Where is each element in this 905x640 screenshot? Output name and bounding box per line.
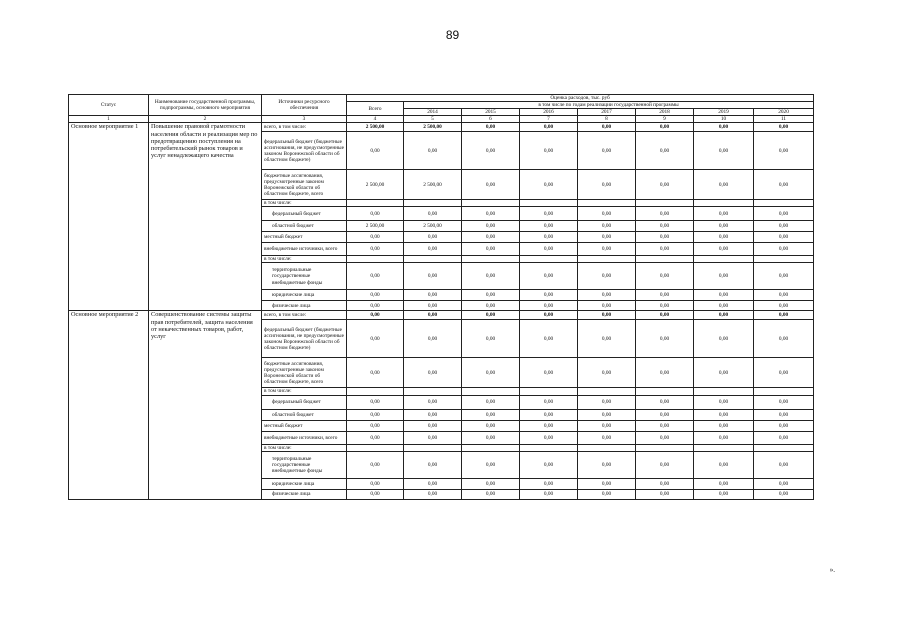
header-estimate: Оценка расходов, тыс. руб xyxy=(347,95,814,102)
amount-cell: 0,00 xyxy=(694,221,754,232)
amount-cell: 0,00 xyxy=(754,478,814,489)
amount-cell: 0,00 xyxy=(520,420,578,431)
amount-cell xyxy=(404,444,462,451)
amount-cell: 0,00 xyxy=(754,489,814,499)
amount-cell xyxy=(754,200,814,207)
funding-source-cell: в том числе: xyxy=(262,388,347,395)
amount-cell: 0,00 xyxy=(754,290,814,301)
budget-table xyxy=(68,94,814,500)
amount-cell: 0,00 xyxy=(578,232,636,243)
amount-cell: 0,00 xyxy=(754,170,814,200)
amount-cell: 0,00 xyxy=(578,132,636,170)
amount-cell xyxy=(754,256,814,263)
amount-cell: 0,00 xyxy=(694,123,754,132)
amount-cell: 0,00 xyxy=(520,395,578,409)
amount-cell: 0,00 xyxy=(694,409,754,420)
amount-cell: 0,00 xyxy=(347,478,404,489)
amount-cell: 0,00 xyxy=(462,170,520,200)
funding-source-cell: юридические лица xyxy=(262,478,347,489)
amount-cell: 0,00 xyxy=(578,170,636,200)
header-total: Всего xyxy=(347,102,404,116)
amount-cell: 0,00 xyxy=(694,451,754,478)
amount-cell: 0,00 xyxy=(520,132,578,170)
header-colnum-row xyxy=(69,116,814,123)
amount-cell: 0,00 xyxy=(578,221,636,232)
funding-source-cell: территориальные государственные внебюджетные фонды xyxy=(262,451,347,478)
amount-cell xyxy=(462,200,520,207)
amount-cell: 0,00 xyxy=(462,232,520,243)
amount-cell: 2 500,00 xyxy=(347,221,404,232)
amount-cell: 0,00 xyxy=(694,478,754,489)
amount-cell: 2 500,00 xyxy=(347,170,404,200)
amount-cell xyxy=(462,444,520,451)
amount-cell: 0,00 xyxy=(462,478,520,489)
amount-cell: 0,00 xyxy=(694,170,754,200)
amount-cell: 0,00 xyxy=(404,431,462,444)
amount-cell: 0,00 xyxy=(694,489,754,499)
amount-cell: 0,00 xyxy=(520,451,578,478)
funding-source-cell: в том числе: xyxy=(262,444,347,451)
funding-source-cell: бюджетные ассигнования, предусмотренные законом Воронежской области об областном бюджете, всего xyxy=(262,358,347,388)
amount-cell: 0,00 xyxy=(636,358,694,388)
amount-cell: 0,00 xyxy=(347,243,404,256)
amount-cell: 0,00 xyxy=(694,395,754,409)
amount-cell: 0,00 xyxy=(578,301,636,311)
amount-cell: 0,00 xyxy=(404,263,462,290)
amount-cell: 0,00 xyxy=(462,263,520,290)
amount-cell: 0,00 xyxy=(754,123,814,132)
amount-cell: 0,00 xyxy=(578,358,636,388)
amount-cell: 0,00 xyxy=(347,263,404,290)
header-column-number: 5 xyxy=(404,116,462,123)
amount-cell: 0,00 xyxy=(636,132,694,170)
activity-name-cell: Совершенствование системы защиты прав потребителей, защита населения от некачественных товаров, работ, услуг xyxy=(149,311,262,499)
amount-cell: 0,00 xyxy=(578,207,636,221)
table-row xyxy=(69,123,814,132)
amount-cell: 2 500,00 xyxy=(404,123,462,132)
amount-cell: 0,00 xyxy=(520,207,578,221)
amount-cell: 0,00 xyxy=(754,431,814,444)
amount-cell xyxy=(404,200,462,207)
amount-cell: 0,00 xyxy=(754,243,814,256)
amount-cell: 0,00 xyxy=(520,232,578,243)
amount-cell: 0,00 xyxy=(694,243,754,256)
funding-source-cell: областной бюджет xyxy=(262,221,347,232)
funding-source-cell: федеральный бюджет (бюджетные ассигнования, не предусмотренные законом Воронежской области об областном бюджете) xyxy=(262,132,347,170)
amount-cell: 0,00 xyxy=(462,207,520,221)
header-year: 2020 xyxy=(754,109,814,116)
header-year: 2019 xyxy=(694,109,754,116)
funding-source-cell: внебюджетные источники, всего xyxy=(262,431,347,444)
header-year: 2018 xyxy=(636,109,694,116)
amount-cell: 0,00 xyxy=(404,232,462,243)
funding-source-cell: внебюджетные источники, всего xyxy=(262,243,347,256)
header-year: 2014 xyxy=(404,109,462,116)
amount-cell: 0,00 xyxy=(347,420,404,431)
amount-cell: 0,00 xyxy=(520,243,578,256)
amount-cell: 0,00 xyxy=(404,451,462,478)
amount-cell: 0,00 xyxy=(520,290,578,301)
amount-cell: 0,00 xyxy=(462,489,520,499)
funding-source-cell: бюджетные ассигнования, предусмотренные законом Воронежской области об областном бюджете, всего xyxy=(262,170,347,200)
status-cell: Основное мероприятие 2 xyxy=(69,311,149,499)
amount-cell: 0,00 xyxy=(404,478,462,489)
amount-cell: 0,00 xyxy=(462,301,520,311)
amount-cell: 0,00 xyxy=(520,489,578,499)
amount-cell: 0,00 xyxy=(347,320,404,358)
amount-cell: 0,00 xyxy=(754,132,814,170)
amount-cell: 0,00 xyxy=(694,311,754,320)
amount-cell xyxy=(578,200,636,207)
amount-cell: 0,00 xyxy=(404,395,462,409)
header-column-number: 1 xyxy=(69,116,149,123)
amount-cell: 0,00 xyxy=(462,395,520,409)
amount-cell xyxy=(754,388,814,395)
amount-cell: 0,00 xyxy=(694,132,754,170)
amount-cell xyxy=(694,444,754,451)
funding-source-cell: всего, в том числе: xyxy=(262,123,347,132)
page-number: 89 xyxy=(445,28,460,42)
amount-cell: 0,00 xyxy=(636,431,694,444)
amount-cell: 0,00 xyxy=(520,311,578,320)
funding-source-cell: территориальные государственные внебюджетные фонды xyxy=(262,263,347,290)
amount-cell xyxy=(404,388,462,395)
amount-cell: 0,00 xyxy=(578,409,636,420)
amount-cell xyxy=(520,256,578,263)
funding-source-cell: в том числе: xyxy=(262,200,347,207)
amount-cell xyxy=(636,388,694,395)
amount-cell xyxy=(636,256,694,263)
amount-cell: 0,00 xyxy=(462,320,520,358)
table-body xyxy=(69,123,814,499)
amount-cell: 0,00 xyxy=(347,301,404,311)
amount-cell: 0,00 xyxy=(347,207,404,221)
amount-cell: 0,00 xyxy=(404,301,462,311)
amount-cell: 0,00 xyxy=(578,263,636,290)
amount-cell: 0,00 xyxy=(578,489,636,499)
amount-cell: 0,00 xyxy=(520,358,578,388)
funding-source-cell: всего, в том числе: xyxy=(262,311,347,320)
funding-source-cell: в том числе: xyxy=(262,256,347,263)
funding-source-cell: местный бюджет xyxy=(262,232,347,243)
header-column-number: 2 xyxy=(149,116,262,123)
amount-cell: 0,00 xyxy=(462,420,520,431)
amount-cell: 0,00 xyxy=(347,358,404,388)
amount-cell: 0,00 xyxy=(404,132,462,170)
amount-cell xyxy=(347,256,404,263)
amount-cell: 0,00 xyxy=(636,301,694,311)
header-year: 2016 xyxy=(520,109,578,116)
amount-cell xyxy=(636,200,694,207)
header-column-number: 10 xyxy=(694,116,754,123)
amount-cell: 0,00 xyxy=(462,290,520,301)
amount-cell: 0,00 xyxy=(636,207,694,221)
amount-cell xyxy=(462,256,520,263)
header-name: Наименование государственной программы, подпрограммы, основного мероприятия xyxy=(149,95,262,116)
amount-cell: 0,00 xyxy=(754,451,814,478)
amount-cell xyxy=(462,388,520,395)
header-year: 2015 xyxy=(462,109,520,116)
amount-cell: 0,00 xyxy=(347,395,404,409)
amount-cell: 0,00 xyxy=(636,489,694,499)
amount-cell: 0,00 xyxy=(694,431,754,444)
amount-cell: 2 500,00 xyxy=(404,170,462,200)
amount-cell: 0,00 xyxy=(754,358,814,388)
amount-cell xyxy=(520,200,578,207)
amount-cell: 0,00 xyxy=(347,451,404,478)
amount-cell: 0,00 xyxy=(462,431,520,444)
amount-cell: 0,00 xyxy=(636,409,694,420)
amount-cell xyxy=(578,388,636,395)
amount-cell: 0,00 xyxy=(754,207,814,221)
amount-cell: 2 500,00 xyxy=(404,221,462,232)
amount-cell: 0,00 xyxy=(404,243,462,256)
amount-cell: 0,00 xyxy=(754,409,814,420)
amount-cell: 0,00 xyxy=(404,358,462,388)
amount-cell: 0,00 xyxy=(520,409,578,420)
table-row xyxy=(69,311,814,320)
amount-cell: 0,00 xyxy=(404,409,462,420)
amount-cell: 0,00 xyxy=(636,290,694,301)
amount-cell: 0,00 xyxy=(694,263,754,290)
amount-cell: 0,00 xyxy=(578,290,636,301)
amount-cell: 0,00 xyxy=(636,243,694,256)
amount-cell xyxy=(347,388,404,395)
header-column-number: 7 xyxy=(520,116,578,123)
footnote: ». xyxy=(829,566,835,574)
amount-cell: 0,00 xyxy=(462,451,520,478)
amount-cell: 0,00 xyxy=(520,301,578,311)
amount-cell: 0,00 xyxy=(520,170,578,200)
amount-cell: 0,00 xyxy=(578,451,636,478)
amount-cell: 0,00 xyxy=(520,123,578,132)
amount-cell xyxy=(694,256,754,263)
header-column-number: 6 xyxy=(462,116,520,123)
amount-cell: 0,00 xyxy=(520,263,578,290)
amount-cell: 0,00 xyxy=(636,170,694,200)
amount-cell: 0,00 xyxy=(462,409,520,420)
header-including: в том числе по годам реализации государственной программы xyxy=(404,102,814,109)
amount-cell: 0,00 xyxy=(347,311,404,320)
amount-cell: 0,00 xyxy=(347,489,404,499)
amount-cell: 0,00 xyxy=(754,420,814,431)
amount-cell: 0,00 xyxy=(694,301,754,311)
amount-cell xyxy=(404,256,462,263)
amount-cell: 0,00 xyxy=(636,320,694,358)
header-status: Статус xyxy=(69,95,149,116)
header-column-number: 11 xyxy=(754,116,814,123)
amount-cell: 0,00 xyxy=(404,290,462,301)
amount-cell: 0,00 xyxy=(636,123,694,132)
funding-source-cell: физические лица xyxy=(262,489,347,499)
funding-source-cell: местный бюджет xyxy=(262,420,347,431)
amount-cell: 0,00 xyxy=(404,207,462,221)
amount-cell: 0,00 xyxy=(636,420,694,431)
amount-cell: 0,00 xyxy=(578,243,636,256)
amount-cell: 0,00 xyxy=(694,358,754,388)
amount-cell: 0,00 xyxy=(404,311,462,320)
amount-cell: 0,00 xyxy=(347,132,404,170)
amount-cell xyxy=(636,444,694,451)
amount-cell xyxy=(754,444,814,451)
amount-cell: 0,00 xyxy=(636,263,694,290)
activity-name-cell: Повышение правовой грамотности населения области и реализация мер по предотвращению поступления на потребительский рынок товаров и услуг ненадлежащего качества xyxy=(149,123,262,311)
status-cell: Основное мероприятие 1 xyxy=(69,123,149,311)
amount-cell: 0,00 xyxy=(404,489,462,499)
header-column-number: 3 xyxy=(262,116,347,123)
amount-cell: 0,00 xyxy=(520,320,578,358)
amount-cell: 0,00 xyxy=(636,451,694,478)
amount-cell: 0,00 xyxy=(754,301,814,311)
amount-cell: 0,00 xyxy=(578,395,636,409)
header-year: 2017 xyxy=(578,109,636,116)
header-source: Источники ресурсного обеспечения xyxy=(262,95,347,116)
funding-source-cell: федеральный бюджет (бюджетные ассигнования, не предусмотренные законом Воронежской области об областном бюджете) xyxy=(262,320,347,358)
funding-source-cell: федеральный бюджет xyxy=(262,207,347,221)
amount-cell: 0,00 xyxy=(347,409,404,420)
amount-cell: 0,00 xyxy=(754,395,814,409)
funding-source-cell: федеральный бюджет xyxy=(262,395,347,409)
amount-cell: 0,00 xyxy=(462,358,520,388)
amount-cell: 0,00 xyxy=(347,232,404,243)
amount-cell: 0,00 xyxy=(578,478,636,489)
amount-cell: 0,00 xyxy=(462,132,520,170)
amount-cell: 0,00 xyxy=(636,311,694,320)
amount-cell xyxy=(347,444,404,451)
amount-cell: 0,00 xyxy=(462,311,520,320)
amount-cell: 0,00 xyxy=(578,123,636,132)
amount-cell: 0,00 xyxy=(754,320,814,358)
header-column-number: 9 xyxy=(636,116,694,123)
amount-cell: 0,00 xyxy=(754,263,814,290)
amount-cell: 0,00 xyxy=(694,320,754,358)
amount-cell: 0,00 xyxy=(694,207,754,221)
amount-cell: 0,00 xyxy=(520,221,578,232)
funding-source-cell: областной бюджет xyxy=(262,409,347,420)
amount-cell: 0,00 xyxy=(578,320,636,358)
amount-cell xyxy=(347,200,404,207)
amount-cell: 0,00 xyxy=(404,320,462,358)
amount-cell: 0,00 xyxy=(754,221,814,232)
amount-cell xyxy=(520,444,578,451)
amount-cell: 0,00 xyxy=(578,431,636,444)
amount-cell: 0,00 xyxy=(636,232,694,243)
table-header xyxy=(69,95,814,123)
funding-source-cell: физические лица xyxy=(262,301,347,311)
amount-cell: 0,00 xyxy=(404,420,462,431)
amount-cell: 0,00 xyxy=(578,420,636,431)
amount-cell: 0,00 xyxy=(520,431,578,444)
amount-cell xyxy=(578,256,636,263)
amount-cell: 0,00 xyxy=(347,290,404,301)
funding-source-cell: юридические лица xyxy=(262,290,347,301)
amount-cell: 0,00 xyxy=(694,290,754,301)
amount-cell: 0,00 xyxy=(694,420,754,431)
amount-cell: 0,00 xyxy=(636,221,694,232)
amount-cell: 0,00 xyxy=(694,232,754,243)
amount-cell: 0,00 xyxy=(636,478,694,489)
amount-cell xyxy=(694,200,754,207)
amount-cell xyxy=(578,444,636,451)
amount-cell: 0,00 xyxy=(636,395,694,409)
amount-cell xyxy=(520,388,578,395)
amount-cell xyxy=(694,388,754,395)
amount-cell: 0,00 xyxy=(462,221,520,232)
amount-cell: 0,00 xyxy=(578,311,636,320)
amount-cell: 2 500,00 xyxy=(347,123,404,132)
header-column-number: 4 xyxy=(347,116,404,123)
amount-cell: 0,00 xyxy=(347,431,404,444)
header-column-number: 8 xyxy=(578,116,636,123)
amount-cell: 0,00 xyxy=(462,123,520,132)
amount-cell: 0,00 xyxy=(754,232,814,243)
amount-cell: 0,00 xyxy=(520,478,578,489)
amount-cell: 0,00 xyxy=(754,311,814,320)
amount-cell: 0,00 xyxy=(462,243,520,256)
